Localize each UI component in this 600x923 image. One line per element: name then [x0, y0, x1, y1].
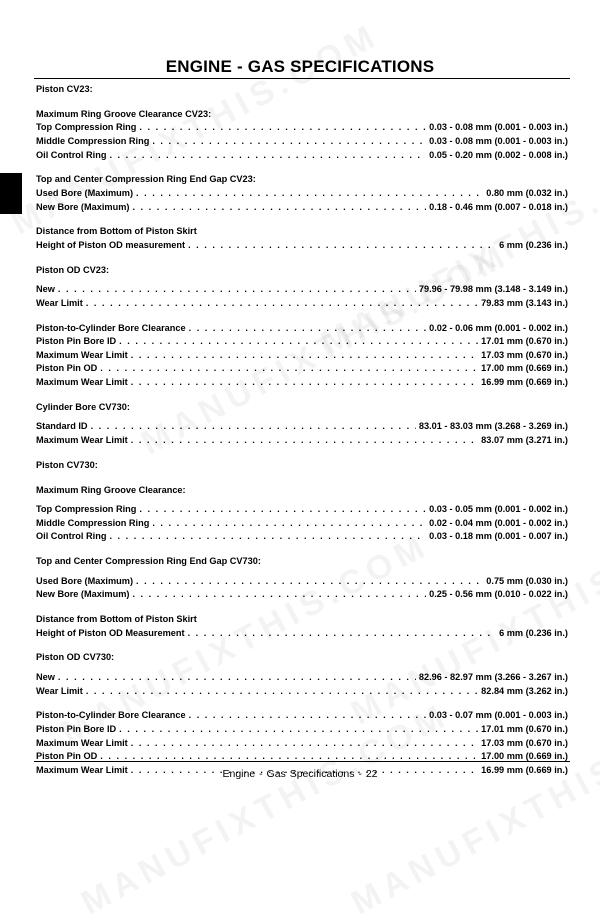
spec-label: Middle Compression Ring	[36, 135, 150, 146]
spec-label: Maximum Wear Limit	[36, 764, 128, 775]
section-heading: Piston OD CV730:	[36, 652, 115, 663]
spec-label: Oil Control Ring	[36, 531, 107, 542]
dot-leader	[152, 517, 426, 531]
spec-label: Piston Pin Bore ID	[36, 336, 117, 347]
spec-label: New Bore (Maximum)	[36, 201, 130, 212]
spec-row	[36, 434, 568, 448]
section-heading: Top and Center Compression Ring End Gap CV23:	[36, 174, 256, 185]
section-tab-marker	[0, 173, 22, 214]
spec-value: 0.75 mm (0.030 in.)	[486, 575, 568, 586]
spec-label: Wear Limit	[36, 685, 83, 696]
spec-row	[36, 503, 568, 517]
dot-leader	[86, 685, 478, 699]
dot-leader	[139, 121, 426, 135]
spec-row	[36, 517, 568, 531]
spec-label: Used Bore (Maximum)	[36, 187, 133, 198]
spec-section	[36, 613, 568, 640]
spec-row	[36, 627, 568, 641]
spec-label: Top Compression Ring	[36, 122, 137, 133]
spec-label: Height of Piston OD measurement	[36, 239, 186, 250]
spec-label: Top Compression Ring	[36, 504, 137, 515]
spec-value: 16.99 mm (0.669 in.)	[481, 377, 568, 388]
dot-leader	[139, 503, 426, 517]
spec-section	[36, 108, 568, 162]
spec-value: 0.02 - 0.06 mm (0.001 - 0.002 in.)	[429, 322, 568, 333]
spec-value: 17.01 mm (0.670 in.)	[481, 336, 568, 347]
spec-label: Piston-to-Cylinder Bore Clearance	[36, 710, 186, 721]
spec-section	[36, 264, 568, 311]
spec-label: New	[36, 284, 55, 295]
spec-label: Middle Compression Ring	[36, 517, 150, 528]
spec-row	[36, 121, 568, 135]
dot-leader	[109, 149, 426, 163]
spec-row	[36, 239, 568, 253]
dot-leader	[131, 434, 478, 448]
spec-row	[36, 588, 568, 602]
dot-leader	[91, 420, 416, 434]
dot-leader	[119, 723, 478, 737]
section-heading: Piston CV730:	[36, 459, 98, 470]
spec-row	[36, 322, 568, 336]
section-heading: Distance from Bottom of Piston Skirt	[36, 614, 197, 625]
spec-row	[36, 671, 568, 685]
spec-value: 83.07 mm (3.271 in.)	[481, 435, 568, 445]
spec-label: Maximum Wear Limit	[36, 435, 128, 445]
spec-row	[36, 335, 568, 349]
spec-label: Used Bore (Maximum)	[36, 575, 133, 586]
spec-label: Maximum Wear Limit	[36, 737, 128, 748]
spec-section	[36, 83, 568, 97]
section-heading: Maximum Ring Groove Clearance:	[36, 484, 186, 495]
spec-value: 0.02 - 0.04 mm (0.001 - 0.002 in.)	[429, 517, 568, 528]
spec-value: 0.03 - 0.07 mm (0.001 - 0.003 in.)	[429, 710, 568, 721]
dot-leader	[58, 283, 416, 297]
spec-value: 82.96 - 82.97 mm (3.266 - 3.267 in.)	[418, 672, 568, 683]
spec-value: 79.83 mm (3.143 in.)	[481, 297, 568, 308]
spec-section	[36, 401, 568, 448]
spec-section	[36, 225, 568, 252]
spec-section	[36, 651, 568, 698]
spec-value: 0.05 - 0.20 mm (0.002 - 0.008 in.)	[429, 149, 568, 160]
spec-value: 82.84 mm (3.262 in.)	[481, 685, 568, 696]
dot-leader	[131, 376, 478, 390]
section-heading: Maximum Ring Groove Clearance CV23:	[36, 108, 212, 119]
spec-section	[36, 459, 568, 473]
spec-row	[36, 297, 568, 311]
spec-label: Piston Pin OD	[36, 751, 98, 762]
spec-label: Oil Control Ring	[36, 149, 107, 160]
spec-label: Piston Pin OD	[36, 363, 98, 374]
spec-value: 17.00 mm (0.669 in.)	[481, 751, 568, 762]
page-footer: Engine - Gas Specifications - 22	[222, 768, 378, 780]
dot-leader	[58, 671, 416, 685]
spec-value: 16.99 mm (0.669 in.)	[481, 764, 568, 775]
dot-leader	[132, 588, 426, 602]
spec-section	[36, 322, 568, 390]
spec-value: 79.96 - 79.98 mm (3.148 - 3.149 in.)	[418, 284, 568, 295]
spec-row	[36, 187, 568, 201]
dot-leader	[86, 297, 478, 311]
spec-value: 17.00 mm (0.669 in.)	[481, 363, 568, 374]
spec-section	[36, 555, 568, 602]
dot-leader	[119, 335, 478, 349]
spec-value: 6 mm (0.236 in.)	[499, 627, 568, 638]
section-heading: Piston OD CV23:	[36, 264, 110, 275]
spec-row	[36, 575, 568, 589]
dot-leader	[136, 187, 483, 201]
spec-section	[36, 484, 568, 544]
dot-leader	[132, 201, 426, 215]
spec-value: 17.01 mm (0.670 in.)	[481, 724, 568, 735]
dot-leader	[188, 627, 497, 641]
spec-value: 0.03 - 0.08 mm (0.001 - 0.003 in.)	[429, 135, 568, 146]
spec-label: Height of Piston OD Measurement	[36, 627, 185, 638]
spec-label: New	[36, 672, 55, 683]
dot-leader	[100, 362, 478, 376]
spec-label: Standard ID	[36, 421, 88, 432]
dot-leader	[152, 135, 426, 149]
spec-list	[36, 83, 568, 789]
spec-value: 6 mm (0.236 in.)	[499, 239, 568, 250]
dot-leader	[189, 709, 426, 723]
section-heading: Piston CV23:	[36, 84, 93, 94]
spec-row	[36, 149, 568, 163]
spec-row	[36, 723, 568, 737]
dot-leader	[109, 530, 426, 544]
spec-value: 17.03 mm (0.670 in.)	[481, 349, 568, 360]
dot-leader	[189, 322, 426, 336]
spec-row	[36, 420, 568, 434]
dot-leader	[188, 239, 496, 253]
spec-label: Maximum Wear Limit	[36, 349, 128, 360]
spec-row	[36, 349, 568, 363]
spec-row	[36, 737, 568, 751]
spec-row	[36, 376, 568, 390]
spec-value: 0.03 - 0.08 mm (0.001 - 0.003 in.)	[429, 122, 568, 133]
spec-value: 0.03 - 0.18 mm (0.001 - 0.007 in.)	[429, 531, 568, 542]
dot-leader	[131, 737, 478, 751]
spec-value: 83.01 - 83.03 mm (3.268 - 3.269 in.)	[418, 421, 568, 432]
spec-row	[36, 530, 568, 544]
section-heading: Cylinder Bore CV730:	[36, 401, 130, 412]
spec-row	[36, 685, 568, 699]
spec-row	[36, 283, 568, 297]
footer-rule	[34, 761, 570, 762]
page-title: ENGINE - GAS SPECIFICATIONS	[165, 57, 435, 76]
section-heading: Top and Center Compression Ring End Gap CV730:	[36, 556, 261, 567]
title-rule	[34, 78, 570, 79]
spec-row	[36, 135, 568, 149]
spec-section	[36, 173, 568, 214]
spec-label: Wear Limit	[36, 297, 83, 308]
dot-leader	[131, 349, 478, 363]
section-heading: Distance from Bottom of Piston Skirt	[36, 226, 197, 237]
spec-value: 0.18 - 0.46 mm (0.007 - 0.018 in.)	[429, 201, 568, 212]
spec-label: Piston-to-Cylinder Bore Clearance	[36, 322, 186, 333]
spec-value: 0.03 - 0.05 mm (0.001 - 0.002 in.)	[429, 504, 568, 515]
spec-value: 17.03 mm (0.670 in.)	[481, 737, 568, 748]
spec-label: New Bore (Maximum)	[36, 589, 130, 600]
spec-label: Maximum Wear Limit	[36, 377, 128, 388]
spec-row	[36, 709, 568, 723]
spec-label: Piston Pin Bore ID	[36, 724, 117, 735]
spec-row	[36, 201, 568, 215]
dot-leader	[136, 575, 483, 589]
spec-row	[36, 362, 568, 376]
spec-value: 0.25 - 0.56 mm (0.010 - 0.022 in.)	[429, 589, 568, 600]
spec-value: 0.80 mm (0.032 in.)	[486, 187, 568, 198]
